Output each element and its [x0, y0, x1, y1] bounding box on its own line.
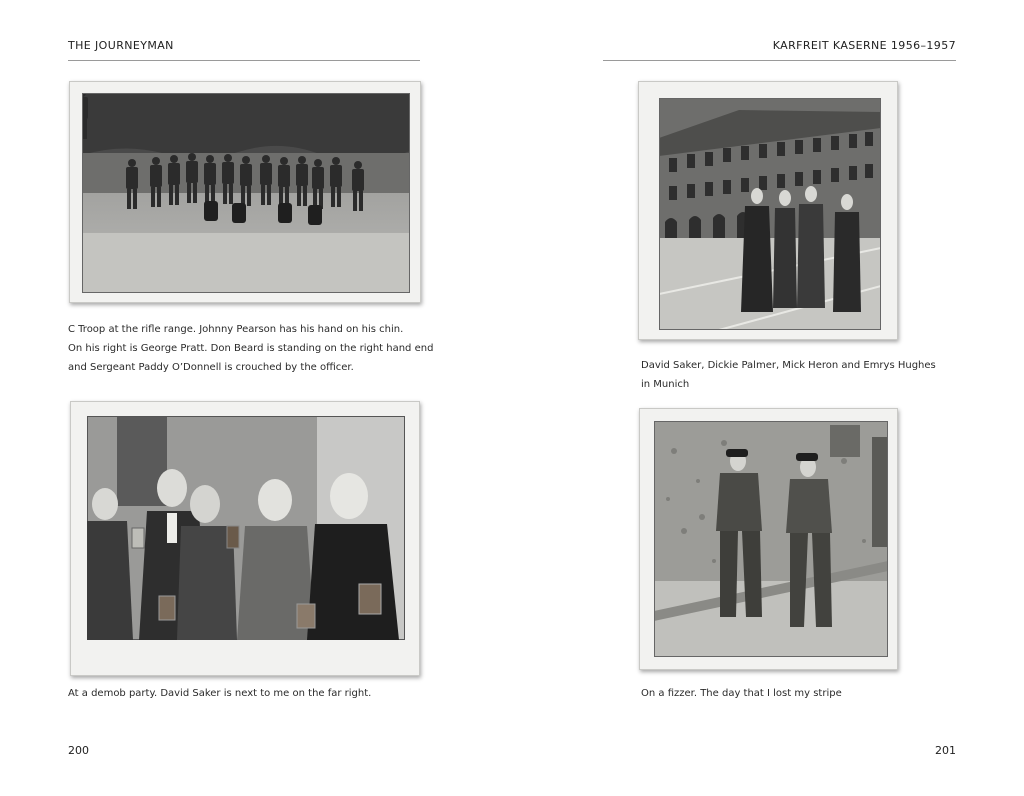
caption-fizzer — [641, 684, 842, 703]
header-rule-right — [603, 60, 956, 61]
running-head-left: THE JOURNEYMAN — [68, 39, 174, 52]
caption-line: On a fizzer. The day that I lost my stripe — [641, 688, 842, 699]
running-head-right: KARFREIT KASERNE 1956–1957 — [772, 39, 956, 52]
caption-demob-party — [68, 684, 371, 703]
header-rule-left — [68, 60, 420, 61]
caption-line: David Saker, Dickie Palmer, Mick Heron and Emrys Hughes — [641, 360, 936, 371]
caption-line: On his right is George Pratt. Don Beard is standing on the right hand end — [68, 343, 434, 354]
photo-print-rifle-range — [69, 81, 421, 303]
photo-munich — [659, 98, 881, 330]
photo-fizzer — [654, 421, 888, 657]
caption-rifle-range — [68, 320, 433, 377]
page-number-right: 201 — [935, 744, 956, 757]
photo-demob-party — [87, 416, 405, 640]
caption-line: At a demob party. David Saker is next to me on the far right. — [68, 688, 372, 699]
photo-rifle-range — [82, 93, 410, 293]
caption-line: C Troop at the rifle range. Johnny Pearson has his hand on his chin. — [68, 324, 404, 335]
page-number-left: 200 — [68, 744, 89, 757]
photo-print-munich — [638, 81, 898, 340]
caption-line: in Munich — [641, 379, 690, 390]
photo-print-fizzer — [639, 408, 898, 670]
photo-print-demob-party — [70, 401, 420, 676]
caption-munich — [641, 356, 936, 394]
caption-line: and Sergeant Paddy O’Donnell is crouched by the officer. — [68, 362, 354, 373]
